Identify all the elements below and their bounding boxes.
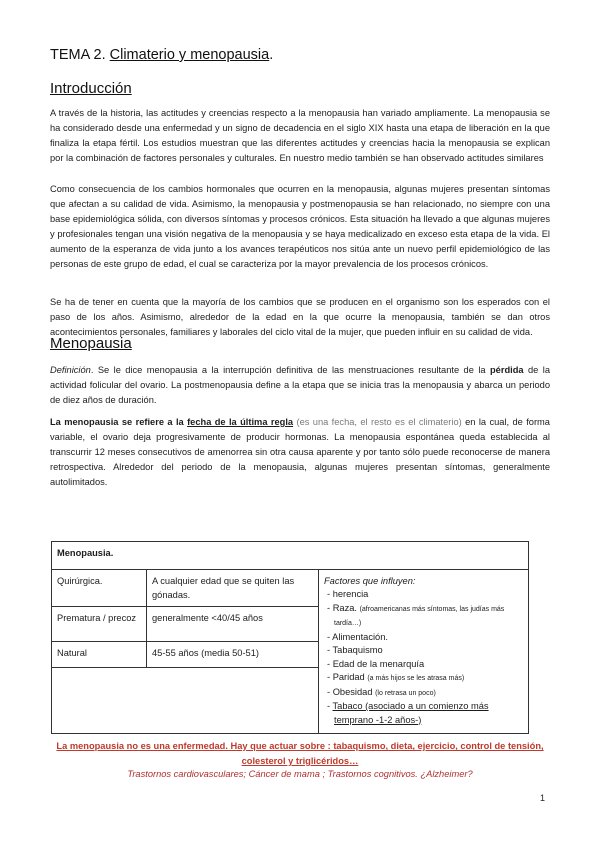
factor-note: (a más hijos se les atrasa más)	[367, 675, 465, 682]
page-number: 1	[540, 793, 546, 803]
definition-paragraph	[50, 363, 550, 408]
factor-text: Obesidad	[332, 686, 373, 697]
factor-item: - Paridad (a más hijos se les atrasa más)	[327, 672, 465, 682]
intro-paragraph-1: A través de la historia, las actitudes y creencias respecto a la menopausia han variado ampliamente. La menopausia se ha considerado desde una enfermedad y un signo de decadencia en el siglo XIX hasta una etapa de liberación en la que finaliza la etapa fértil. Los estudios muestran que las diferentes actitudes y creencias hacia la menopausia se explican por la combinación de factores personales y culturales. En nuestro medio también se han observado actitudes similares	[50, 108, 550, 163]
table-header-text: Menopausia.	[57, 548, 114, 558]
fur-text-rest: en la cual, de forma variable, el ovario deja progresivamente de producir hormonas. La menopausia espontánea queda establecida al transcurrir 12 meses consecutivos de amenorrea sin otra causa aparente y por tanto sólo puede reconocerse de manera retrospectiva. Alrededor del periodo de la menopausia, algunas mujeres presentan síntomas, generalmente autolimitados.	[50, 417, 550, 487]
definition-text-a: . Se le dice menopausia a la interrupción definitiva de las menstruaciones resultante de la	[90, 365, 490, 375]
factor-text: Paridad	[332, 672, 365, 682]
factor-item: - Tabaquismo	[327, 645, 383, 655]
factors-list	[324, 588, 523, 727]
menopause-date-paragraph	[50, 415, 550, 490]
footer-warning-ellipsis: …	[349, 756, 359, 766]
factor-item: - Obesidad (lo retrasa un poco)	[327, 686, 436, 697]
factor-item: - Edad de la menarquía	[327, 658, 425, 669]
fur-bold-underline: fecha de la última regla	[187, 417, 294, 427]
factor-text: Raza.	[332, 602, 357, 613]
table-header	[52, 542, 529, 570]
factor-note: (lo retrasa un poco)	[375, 689, 436, 697]
table-row-type: Prematura / precoz	[52, 607, 147, 642]
menopausia-heading: Menopausia	[50, 335, 132, 352]
title-suffix: .	[269, 47, 274, 63]
title-main: Climaterio y menopausia	[109, 47, 270, 63]
definition-label: Definición	[50, 365, 91, 375]
definition-bold: pérdida	[489, 365, 524, 375]
factor-item: - Alimentación.	[327, 631, 388, 642]
table-row-type: Quirúrgica.	[52, 570, 147, 607]
definition-text-b: de la actividad folicular del ovario. La postmenopausia define a la etapa que se inicia tras la menopausia y abarca un periodo de diez años de duración.	[50, 365, 550, 405]
table-row-type: Natural	[52, 642, 147, 668]
intro-heading: Introducción	[50, 80, 132, 97]
factors-title: Factores que influyen:	[324, 576, 416, 586]
intro-paragraph-3: Se ha de tener en cuenta que la mayoría de los cambios que se producen en el organismo son los esperados con el paso de los años. Asimismo, alrededor de la edad en la que ocurre la menopausia, también se dan otros acontecimientos personales, familiares y laborales del ciclo vital de la mujer, que pueden influir en su calidad de vida.	[50, 297, 550, 337]
table-row-desc: generalmente <40/45 años	[147, 607, 319, 642]
footer-conditions: Trastornos cardiovasculares; Cáncer de mama ; Trastornos cognitivos. ¿Alzheimer?	[127, 769, 473, 779]
menopause-table	[51, 541, 529, 734]
factor-text: Edad de la menarquía	[332, 658, 425, 669]
factor-item: - Raza. (afroamericanas más síntomas, las judías más tardía…)	[327, 602, 505, 627]
footer-warning	[50, 739, 550, 769]
factor-text: herencia	[332, 589, 369, 599]
fur-bold: La menopausia se refiere a la	[50, 417, 188, 427]
factor-note: (afroamericanas más síntomas, las judías más tardía…)	[334, 605, 505, 627]
document-title	[50, 47, 273, 63]
title-prefix: TEMA 2.	[50, 47, 106, 63]
intro-paragraph-2: Como consecuencia de los cambios hormonales que ocurren en la menopausia, algunas mujeres presentan síntomas que afectan a su calidad de vida. Asimismo, la menopausia y postmenopausia se han relacionado, no siempre con una base epidemiológica sólida, con diversos síntomas y procesos crónicos. Esta situación ha llevado a que algunas mujeres y profesionales tengan una visión negativa de la menopausia y se haya medicalizado en exceso esta etapa de la vida. El aumento de la esperanza de vida junto a los avances terapéuticos nos sitúa ante un nuevo perfil epidemiológico de las personas de este grupo de edad, el cual se caracteriza por la mayor prevalencia de los procesos crónicos.	[50, 184, 550, 269]
factor-text: Alimentación.	[332, 631, 388, 642]
factor-text: Tabaco (asociado a un comienzo más temprano -1-2 años-)	[332, 701, 489, 725]
factor-text: Tabaquismo	[332, 645, 383, 655]
fur-grey-note: (es una fecha, el resto es el climaterio)	[293, 417, 462, 427]
footer-warning-text: La menopausia no es una enfermedad. Hay que actuar sobre : tabaquismo, dieta, ejercicio, control de tensión, colesterol y triglicéridos	[56, 741, 544, 766]
table-row-desc: A cualquier edad que se quiten las gónadas.	[147, 570, 319, 607]
table-empty-cell	[52, 668, 319, 734]
factors-cell	[319, 570, 529, 734]
factor-item: - Tabaco (asociado a un comienzo más temprano -1-2 años-)	[327, 701, 489, 725]
table-row-desc: 45-55 años (media 50-51)	[147, 642, 319, 668]
factor-item: - herencia	[327, 589, 369, 599]
